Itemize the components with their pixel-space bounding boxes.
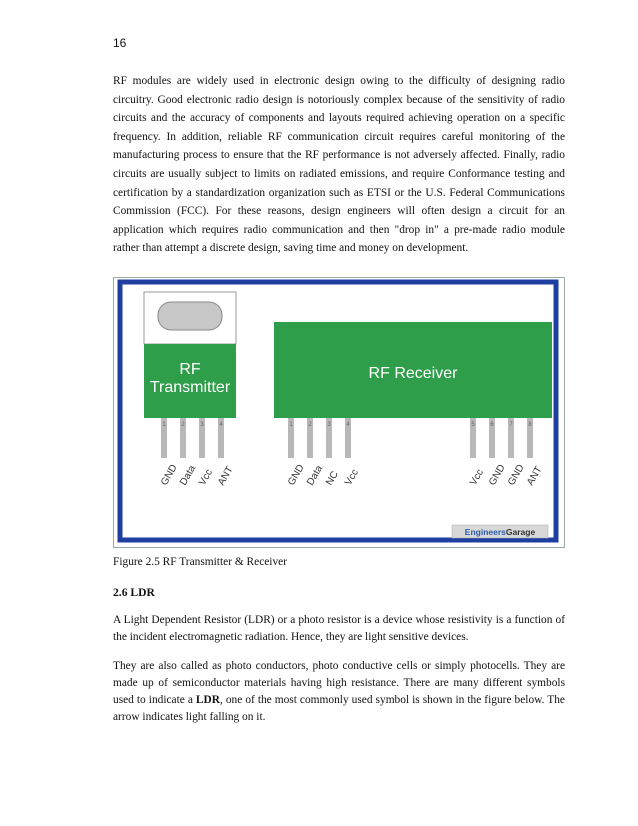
engineers-garage-logo <box>452 525 548 538</box>
pin-number: 2 <box>181 422 185 428</box>
pin-number: 7 <box>509 422 513 428</box>
transmitter-label-line2: Transmitter <box>149 379 231 396</box>
logo-part2: Garage <box>505 527 536 537</box>
paragraph-ldr-definition: A Light Dependent Resistor (LDR) or a photo resistor is a device whose resistivity is a function of the incident electromagnetic radiation. Hence, they are light sensitive devices. <box>113 614 565 643</box>
pin-label: GND <box>487 462 508 488</box>
pin-label: GND <box>159 462 180 488</box>
logo-part1: Engineers <box>464 527 506 537</box>
paragraph-ldr-description <box>113 658 565 726</box>
paragraph-text: They are also called as photo conductors, photo conductive cells or simply photocells. They are made up of semiconductor materials having high resistance. There are many different symbols used to indicate a <box>113 660 565 706</box>
pin-number: 1 <box>289 422 293 428</box>
figure-caption: Figure 2.5 RF Transmitter & Receiver <box>113 556 288 568</box>
ldr-bold-term: LDR <box>195 694 220 706</box>
pin-number: 2 <box>308 422 312 428</box>
pin-label: Data <box>178 463 199 488</box>
paragraph-rf-modules: RF modules are widely used in electronic design owing to the difficulty of designing radio circuitry. Good electronic radio design is notoriously complex because of the sensitivity of radio circuits and the accuracy of components and layouts required achieving operation on a specific frequency. In addition, reliable RF communication circuit requires careful monitoring of the manufacturing process to ensure that the RF performance is not adversely affected. Finally, radio circuits are usually subject to limits on radiated emissions, and require Conformance testing and certification by a standardization organization such as ETSI or the U.S. Federal Communications Commission (FCC). For these reasons, design engineers will often design a circuit for an application which requires radio communication and then "drop in" a pre-made radio module rather than attempt a discrete design, saving time and money on development. <box>113 75 565 255</box>
svg-text:EngineersGarage <box>465 527 536 537</box>
transmitter-slot <box>158 302 222 330</box>
pin-label: Vcc <box>197 467 215 488</box>
pin-number: 3 <box>200 422 204 428</box>
pin-number: 3 <box>327 422 331 428</box>
rf-module-diagram <box>114 278 564 547</box>
pin-label: ANT <box>216 464 236 488</box>
pin-label: GND <box>286 462 307 488</box>
pin-label: GND <box>506 462 527 488</box>
receiver-label: RF Receiver <box>368 365 458 382</box>
section-heading: 2.6 LDR <box>113 586 155 599</box>
pin-label: Vcc <box>468 467 486 488</box>
pin-label: ANT <box>525 464 545 488</box>
pin-number: 4 <box>346 422 350 428</box>
transmitter-label-line1: RF <box>179 361 201 378</box>
page-number: 16 <box>113 36 127 50</box>
paragraph-text: , one of the most commonly used symbol is shown in the figure below. The arrow indicates light falling on it. <box>113 694 565 723</box>
pin-number: 8 <box>528 422 532 428</box>
pin-number: 6 <box>490 422 494 428</box>
pin-number: 4 <box>219 422 223 428</box>
pin-label: Data <box>305 463 326 488</box>
pin-number: 1 <box>162 422 166 428</box>
rf-module-figure <box>113 277 565 548</box>
pin-number: 5 <box>471 422 475 428</box>
pin-label: Vcc <box>343 467 361 488</box>
pin-label: NC <box>324 469 341 488</box>
